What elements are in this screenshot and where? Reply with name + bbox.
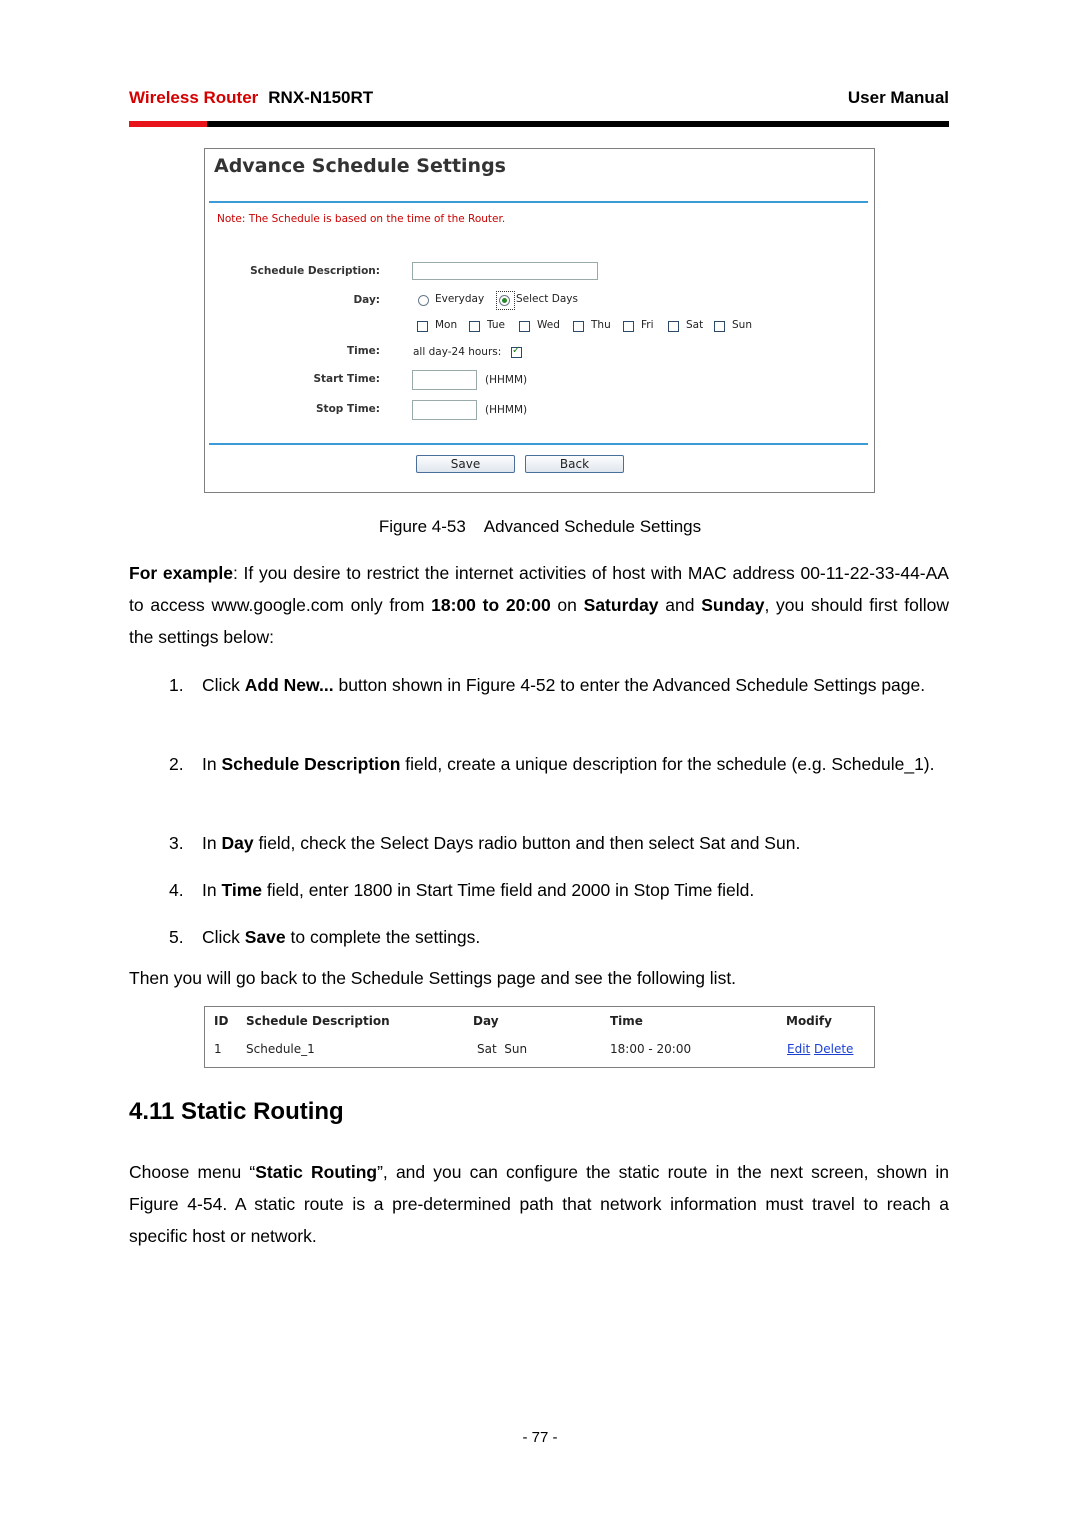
day-label-tue: Tue — [487, 319, 505, 331]
example-on: on — [550, 595, 584, 615]
step-post: field, enter 1800 in Start Time field and 2000 in Stop Time field. — [262, 880, 755, 900]
column-header-description: Schedule Description — [246, 1014, 390, 1028]
column-header-modify: Modify — [786, 1014, 832, 1028]
step-bold: Save — [244, 927, 286, 947]
example-to: to — [475, 595, 506, 615]
step-post: to complete the settings. — [285, 927, 481, 947]
header-rule-black — [207, 121, 949, 127]
header-rule-red — [129, 121, 207, 127]
schedule-note: Note: The Schedule is based on the time of the Router. — [217, 213, 506, 225]
divider-bottom — [209, 443, 868, 445]
figure-caption: Figure 4-53 Advanced Schedule Settings — [378, 517, 702, 536]
day-checkbox-tue[interactable] — [469, 321, 480, 332]
start-time-hint: (HHMM) — [485, 374, 528, 386]
day-label-sat: Sat — [686, 319, 704, 331]
column-header-time: Time — [610, 1014, 643, 1028]
edit-link[interactable]: Edit — [787, 1042, 811, 1056]
example-text-1: : If you desire to restrict the internet activities of host with MAC address 00-11-22-33-44-AA to access www.google.com only from — [129, 563, 949, 615]
column-header-day: Day — [473, 1014, 499, 1028]
step-pre: Click — [202, 927, 245, 947]
example-and: and — [658, 595, 702, 615]
schedule-list-table — [204, 1006, 875, 1068]
figure-title: Advance Schedule Settings — [214, 155, 506, 177]
step-item — [169, 921, 949, 953]
day-checkbox-sat[interactable] — [668, 321, 679, 332]
example-day1: Saturday — [583, 595, 659, 615]
back-button[interactable]: Back — [525, 455, 624, 473]
day-label-sun: Sun — [732, 319, 752, 331]
step-item — [169, 669, 949, 701]
stop-time-label: Stop Time: — [316, 403, 380, 415]
step-post: field, create a unique description for the schedule (e.g. Schedule_1). — [400, 754, 935, 774]
everyday-radio[interactable] — [418, 295, 429, 306]
step-item — [169, 748, 949, 780]
section-text-pre: Choose menu “ — [129, 1162, 256, 1182]
day-checkbox-thu[interactable] — [573, 321, 584, 332]
all-day-checkbox[interactable] — [511, 347, 522, 358]
description-label: Schedule Description: — [250, 265, 380, 277]
section-text-post: ”, and you can configure the static route in the next screen, shown in Figure 4-54. A static route is a pre-determined path that network information must travel to reach a specific host or network. — [129, 1162, 949, 1246]
page-header — [129, 88, 949, 110]
day-checkbox-mon[interactable] — [417, 321, 428, 332]
header-brand: Wireless Router — [129, 88, 259, 107]
divider-top — [209, 201, 868, 203]
day-label-wed: Wed — [537, 319, 560, 331]
example-paragraph — [129, 557, 949, 653]
stop-time-hint: (HHMM) — [485, 404, 528, 416]
day-checkbox-sun[interactable] — [714, 321, 725, 332]
then-paragraph: Then you will go back to the Schedule Settings page and see the following list. — [129, 968, 737, 988]
select-days-radio[interactable] — [499, 295, 510, 306]
day-checkbox-fri[interactable] — [623, 321, 634, 332]
day-label-thu: Thu — [591, 319, 611, 331]
static-routing-paragraph — [129, 1156, 949, 1252]
step-number: 2. — [169, 754, 184, 774]
column-header-id: ID — [214, 1014, 229, 1028]
example-text-2: , you should first follow the settings below: — [129, 595, 949, 647]
header-doc-title: User Manual — [847, 88, 949, 107]
start-time-label: Start Time: — [313, 373, 380, 385]
step-pre: In — [202, 833, 222, 853]
step-item — [169, 874, 949, 906]
example-time-from: 18:00 — [431, 595, 476, 615]
section-text-bold: Static Routing — [255, 1162, 378, 1182]
step-bold: Day — [221, 833, 254, 853]
step-number: 1. — [169, 675, 184, 695]
time-label: Time: — [346, 345, 380, 357]
step-number: 5. — [169, 927, 184, 947]
schedule-settings-figure — [204, 148, 875, 493]
day-label-mon: Mon — [435, 319, 458, 331]
cell-id: 1 — [214, 1042, 222, 1056]
step-bold: Schedule Description — [221, 754, 401, 774]
step-pre: Click — [202, 675, 245, 695]
day-checkbox-wed[interactable] — [519, 321, 530, 332]
example-lead: For example — [129, 563, 233, 583]
cell-description: Schedule_1 — [246, 1042, 315, 1056]
step-bold: Add New... — [244, 675, 334, 695]
stop-time-input[interactable] — [412, 400, 477, 420]
step-bold: Time — [221, 880, 262, 900]
day-label: Day: — [353, 294, 380, 306]
everyday-label: Everyday — [435, 293, 485, 305]
step-post: button shown in Figure 4-52 to enter the Advanced Schedule Settings page. — [333, 675, 926, 695]
step-pre: In — [202, 880, 222, 900]
header-model: RNX-N150RT — [268, 88, 374, 107]
all-day-label: all day-24 hours: — [413, 346, 502, 358]
day-label-fri: Fri — [641, 319, 654, 331]
save-button[interactable]: Save — [416, 455, 515, 473]
page-number: - 77 - — [522, 1429, 558, 1446]
step-number: 3. — [169, 833, 184, 853]
cell-day: Sat Sun — [477, 1042, 528, 1056]
example-time-to: 20:00 — [505, 595, 551, 615]
section-heading: 4.11 Static Routing — [129, 1098, 344, 1125]
step-number: 4. — [169, 880, 184, 900]
step-post: field, check the Select Days radio button and then select Sat and Sun. — [253, 833, 801, 853]
step-pre: In — [202, 754, 222, 774]
select-days-label: Select Days — [516, 293, 578, 305]
start-time-input[interactable] — [412, 370, 477, 390]
schedule-description-input[interactable] — [412, 262, 598, 280]
example-day2: Sunday — [701, 595, 765, 615]
step-item — [169, 827, 949, 859]
delete-link[interactable]: Delete — [814, 1042, 854, 1056]
cell-time: 18:00 - 20:00 — [610, 1042, 692, 1056]
